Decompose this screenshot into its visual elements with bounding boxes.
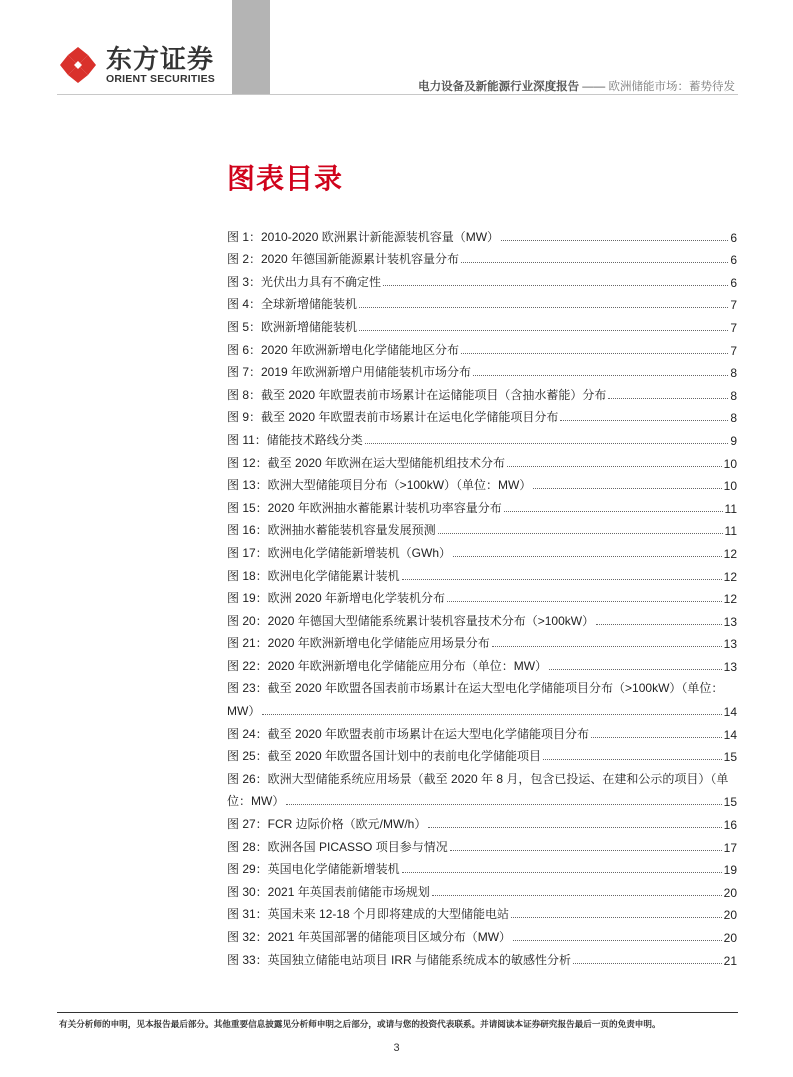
toc-leader-dots bbox=[359, 330, 728, 331]
toc-entry[interactable] bbox=[227, 516, 737, 539]
toc-entry-page[interactable]: 6 bbox=[730, 253, 737, 268]
toc-entry-label[interactable]: 图 21：2020 年欧洲新增电化学储能应用场景分布 bbox=[227, 636, 490, 651]
toc-entry-label[interactable]: 图 15：2020 年欧洲抽水蓄能累计装机功率容量分布 bbox=[227, 500, 502, 515]
toc-leader-dots bbox=[447, 601, 722, 602]
toc-entry[interactable] bbox=[227, 922, 737, 945]
footer-divider bbox=[57, 1012, 738, 1013]
toc-entry-label-continued[interactable]: MW） bbox=[227, 704, 261, 719]
report-title bbox=[418, 78, 735, 94]
toc-entry[interactable] bbox=[227, 290, 737, 313]
toc-entry-label[interactable]: 图 13：欧洲大型储能项目分布（>100kW）（单位：MW） bbox=[227, 478, 532, 493]
toc-leader-dots bbox=[492, 646, 722, 647]
toc-entry-label[interactable]: 图 23：截至 2020 年欧盟各国表前市场累计在运大型电化学储能项目分布（>100kW）（单位： bbox=[227, 681, 724, 696]
toc-leader-dots bbox=[591, 737, 722, 738]
toc-entry[interactable] bbox=[227, 832, 737, 855]
toc-entry[interactable] bbox=[227, 629, 737, 652]
report-subtitle: 欧洲储能市场：蓄势待发 bbox=[608, 81, 735, 93]
toc-entry-label[interactable]: 图 12：截至 2020 年欧洲在运大型储能机组技术分布 bbox=[227, 455, 506, 470]
toc-leader-dots bbox=[507, 466, 722, 467]
toc-entry-page[interactable]: 15 bbox=[723, 750, 737, 765]
toc-entry-label[interactable]: 图 30：2021 年英国表前储能市场规划 bbox=[227, 884, 430, 899]
toc-leader-dots bbox=[513, 940, 722, 941]
toc-entry[interactable] bbox=[227, 651, 737, 674]
toc-leader-dots bbox=[573, 963, 722, 964]
toc-leader-dots bbox=[461, 262, 728, 263]
page-number: 3 bbox=[393, 1042, 400, 1054]
toc-entry[interactable] bbox=[227, 855, 737, 878]
toc-leader-dots bbox=[608, 398, 728, 399]
toc-leader-dots bbox=[543, 759, 722, 760]
logo-chinese-name: 东方证券 bbox=[106, 44, 215, 74]
toc-leader-dots bbox=[438, 533, 723, 534]
toc-entry-label[interactable]: 图 24：截至 2020 年欧盟表前市场累计在运大型电化学储能项目分布 bbox=[227, 726, 590, 741]
toc-leader-dots bbox=[286, 804, 721, 805]
toc-entry-label[interactable]: 图 18：欧洲电化学储能累计装机 bbox=[227, 568, 400, 583]
toc-leader-dots bbox=[560, 420, 728, 421]
toc-entry-label[interactable]: 图 8：截至 2020 年欧盟表前市场累计在运储能项目（含抽水蓄能）分布 bbox=[227, 387, 607, 402]
toc-entry-label-continued[interactable]: 位：MW） bbox=[227, 794, 285, 809]
toc-entry-page[interactable]: 10 bbox=[723, 479, 737, 494]
toc-leader-dots bbox=[402, 579, 722, 580]
toc-entry-label[interactable]: 图 1：2010-2020 欧洲累计新能源装机容量（MW） bbox=[227, 229, 500, 244]
toc-leader-dots bbox=[473, 375, 728, 376]
toc-entry[interactable] bbox=[227, 742, 737, 765]
toc-entry[interactable] bbox=[227, 358, 737, 381]
toc-entry-label[interactable]: 图 31：英国未来 12-18 个月即将建成的大型储能电站 bbox=[227, 907, 510, 922]
toc-entry-page[interactable]: 20 bbox=[723, 885, 737, 900]
toc-entry[interactable] bbox=[227, 900, 737, 923]
toc-leader-dots bbox=[402, 872, 722, 873]
toc-entry-page[interactable]: 12 bbox=[723, 569, 737, 584]
toc-entry[interactable] bbox=[227, 945, 737, 968]
toc-entry[interactable] bbox=[227, 764, 737, 787]
toc-entry-label[interactable]: 图 28：欧洲各国 PICASSO 项目参与情况 bbox=[227, 839, 448, 854]
toc-entry[interactable] bbox=[227, 245, 737, 268]
toc-entry-page[interactable]: 8 bbox=[730, 411, 737, 426]
toc-entry-label[interactable]: 图 7：2019 年欧洲新增户用储能装机市场分布 bbox=[227, 365, 472, 380]
toc-entry-label[interactable]: 图 25：截至 2020 年欧盟各国计划中的表前电化学储能项目 bbox=[227, 749, 542, 764]
toc-entry-page[interactable]: 19 bbox=[723, 863, 737, 878]
toc-entry-continuation[interactable] bbox=[227, 696, 737, 719]
toc-entry-label[interactable]: 图 26：欧洲大型储能系统应用场景（截至 2020 年 8 月，包含已投运、在建和公示的项目）（单 bbox=[227, 771, 729, 786]
toc-leader-dots bbox=[432, 895, 722, 896]
toc-entry[interactable] bbox=[227, 335, 737, 358]
toc-entry-page[interactable]: 13 bbox=[723, 637, 737, 652]
toc-entry[interactable] bbox=[227, 584, 737, 607]
toc-leader-dots bbox=[533, 488, 721, 489]
toc-entry[interactable] bbox=[227, 809, 737, 832]
table-of-figures bbox=[227, 222, 737, 968]
toc-entry-page[interactable]: 13 bbox=[723, 659, 737, 674]
toc-entry-label[interactable]: 图 11：储能技术路线分类 bbox=[227, 432, 363, 447]
toc-entry-page[interactable]: 21 bbox=[723, 953, 737, 968]
toc-leader-dots bbox=[262, 714, 721, 715]
toc-entry-page[interactable]: 7 bbox=[730, 343, 737, 358]
toc-entry[interactable] bbox=[227, 719, 737, 742]
toc-entry-label[interactable]: 图 2：2020 年德国新能源累计装机容量分布 bbox=[227, 252, 460, 267]
toc-leader-dots bbox=[461, 353, 728, 354]
toc-leader-dots bbox=[428, 827, 721, 828]
toc-entry-label[interactable]: 图 6：2020 年欧洲新增电化学储能地区分布 bbox=[227, 342, 460, 357]
toc-entry-page[interactable]: 11 bbox=[724, 524, 737, 539]
toc-entry[interactable] bbox=[227, 380, 737, 403]
orient-logo-mark-icon bbox=[58, 45, 98, 85]
toc-entry-page[interactable]: 8 bbox=[730, 388, 737, 403]
toc-entry[interactable] bbox=[227, 471, 737, 494]
toc-entry-page[interactable]: 6 bbox=[730, 275, 737, 290]
toc-entry-page[interactable]: 12 bbox=[723, 592, 737, 607]
toc-entry-page[interactable]: 14 bbox=[723, 727, 737, 742]
toc-entry-page[interactable]: 10 bbox=[723, 456, 737, 471]
toc-entry-page[interactable]: 15 bbox=[723, 795, 737, 810]
toc-entry[interactable] bbox=[227, 538, 737, 561]
toc-leader-dots bbox=[549, 669, 722, 670]
toc-entry-label[interactable]: 图 27：FCR 边际价格（欧元/MW/h） bbox=[227, 817, 427, 832]
toc-leader-dots bbox=[365, 443, 729, 444]
toc-entry[interactable] bbox=[227, 425, 737, 448]
toc-entry-page[interactable]: 17 bbox=[723, 840, 737, 855]
toc-entry[interactable] bbox=[227, 606, 737, 629]
toc-entry-label[interactable]: 图 22：2020 年欧洲新增电化学储能应用分布（单位：MW） bbox=[227, 658, 548, 673]
toc-entry-page[interactable]: 8 bbox=[730, 366, 737, 381]
toc-entry[interactable] bbox=[227, 561, 737, 584]
toc-entry-label[interactable]: 图 3：光伏出力具有不确定性 bbox=[227, 274, 382, 289]
toc-leader-dots bbox=[596, 624, 722, 625]
report-title-separator: —— bbox=[582, 81, 606, 93]
toc-leader-dots bbox=[450, 850, 722, 851]
toc-leader-dots bbox=[501, 240, 728, 241]
logo-english-name: ORIENT SECURITIES bbox=[106, 73, 215, 85]
toc-entry-page[interactable]: 16 bbox=[723, 818, 737, 833]
toc-entry[interactable] bbox=[227, 312, 737, 335]
toc-entry-page[interactable]: 6 bbox=[730, 230, 737, 245]
toc-entry[interactable] bbox=[227, 877, 737, 900]
toc-entry[interactable] bbox=[227, 403, 737, 426]
toc-entry-label[interactable]: 图 17：欧洲电化学储能新增装机（GWh） bbox=[227, 545, 452, 560]
toc-leader-dots bbox=[504, 511, 723, 512]
toc-entry-page[interactable]: 7 bbox=[730, 298, 737, 313]
toc-entry-label[interactable]: 图 33：英国独立储能电站项目 IRR 与储能系统成本的敏感性分析 bbox=[227, 952, 572, 967]
toc-entry-label[interactable]: 图 4：全球新增储能装机 bbox=[227, 297, 358, 312]
toc-entry-page[interactable]: 12 bbox=[723, 546, 737, 561]
toc-entry-label[interactable]: 图 19：欧洲 2020 年新增电化学装机分布 bbox=[227, 591, 446, 606]
toc-entry-label[interactable]: 图 29：英国电化学储能新增装机 bbox=[227, 862, 400, 877]
header-divider bbox=[57, 94, 738, 95]
toc-entry-label[interactable]: 图 9：截至 2020 年欧盟表前市场累计在运电化学储能项目分布 bbox=[227, 410, 559, 425]
toc-entry-label[interactable]: 图 5：欧洲新增储能装机 bbox=[227, 319, 358, 334]
toc-leader-dots bbox=[511, 917, 722, 918]
toc-leader-dots bbox=[359, 307, 728, 308]
toc-entry-page[interactable]: 20 bbox=[723, 908, 737, 923]
toc-entry-label[interactable]: 图 32：2021 年英国部署的储能项目区域分布（MW） bbox=[227, 930, 512, 944]
toc-leader-dots bbox=[453, 556, 722, 557]
toc-entry[interactable] bbox=[227, 267, 737, 290]
toc-entry-page[interactable]: 7 bbox=[730, 320, 737, 335]
toc-entry-page[interactable]: 9 bbox=[730, 433, 737, 448]
toc-entry-page[interactable]: 13 bbox=[723, 614, 737, 629]
toc-entry-page[interactable]: 14 bbox=[723, 705, 737, 720]
toc-entry-continuation[interactable] bbox=[227, 787, 737, 810]
toc-leader-dots bbox=[383, 285, 728, 286]
toc-entry-page[interactable]: 20 bbox=[723, 931, 737, 945]
toc-entry-label[interactable]: 图 20：2020 年德国大型储能系统累计装机容量技术分布（>100kW） bbox=[227, 613, 595, 628]
toc-entry[interactable] bbox=[227, 448, 737, 471]
report-title-main: 电力设备及新能源行业深度报告 bbox=[418, 81, 580, 93]
header-gray-tab bbox=[232, 0, 270, 95]
toc-entry[interactable] bbox=[227, 222, 737, 245]
orient-securities-logo bbox=[58, 42, 215, 88]
toc-entry-page[interactable]: 11 bbox=[724, 501, 737, 516]
toc-entry[interactable] bbox=[227, 493, 737, 516]
toc-entry-label[interactable]: 图 16：欧洲抽水蓄能装机容量发展预测 bbox=[227, 523, 436, 538]
footer-disclaimer: 有关分析师的申明，见本报告最后部分。其他重要信息披露见分析师申明之后部分，或请与您的投资代表联系。并请阅读本证券研究报告最后一页的免责申明。 bbox=[59, 1019, 661, 1029]
toc-entry[interactable] bbox=[227, 674, 737, 697]
page-heading: 图表目录 bbox=[227, 163, 344, 194]
